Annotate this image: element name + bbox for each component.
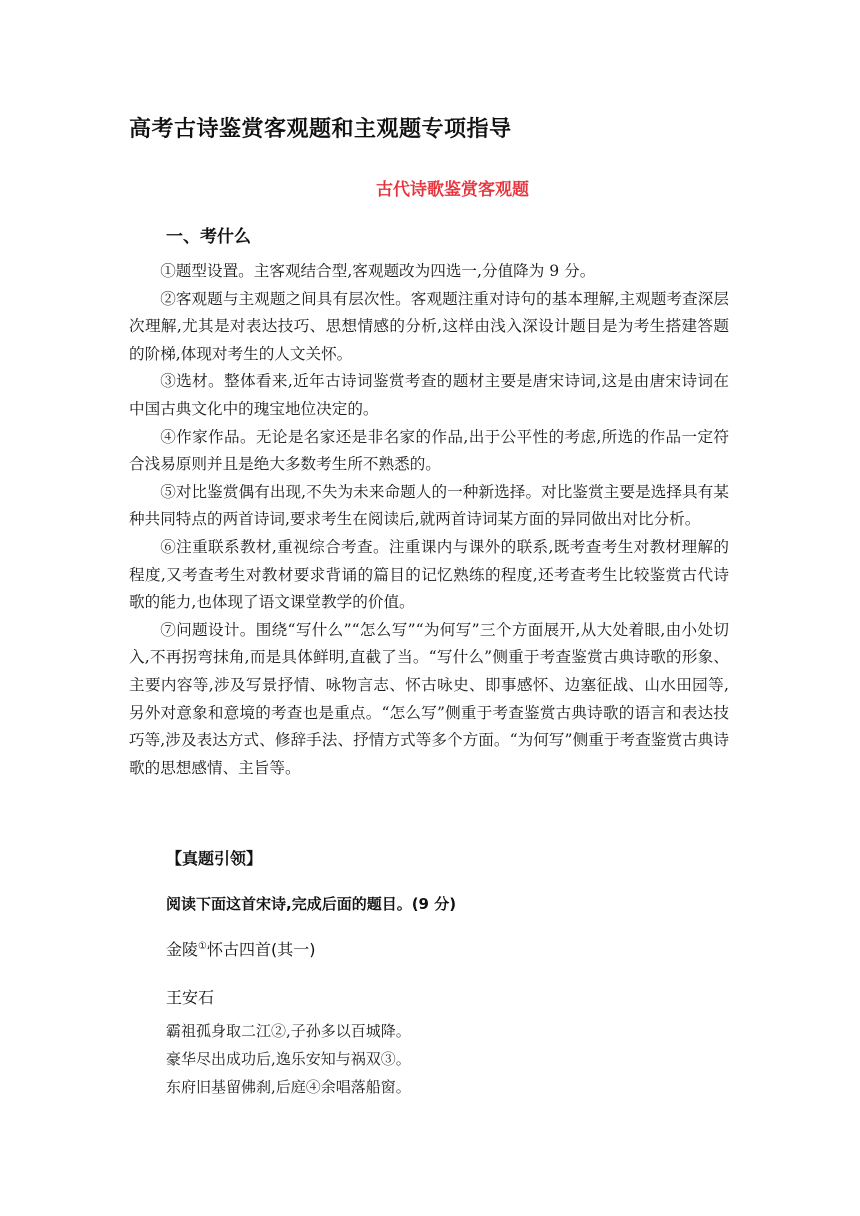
poem-line: 东府旧基留佛刹,后庭④余唱落船窗。 bbox=[166, 1078, 411, 1096]
poem-verses bbox=[166, 1017, 411, 1101]
paragraph: ⑥注重联系教材,重视综合考查。注重课内与课外的联系,既考查考生对教材理解的程度,又考查考生对教材要求背诵的篇目的记忆熟练的程度,还考查考生比较鉴赏古代诗歌的能力,也体现了语文课堂教学的价值。 bbox=[129, 537, 729, 612]
section-heading: 一、考什么 bbox=[166, 227, 251, 247]
poem-title-part: 怀古四首(其一) bbox=[206, 940, 316, 959]
section-tag: 【真题引领】 bbox=[166, 849, 263, 868]
paragraph: ②客观题与主观题之间具有层次性。客观题注重对诗句的基本理解,主观题考查深层次理解,尤其是对表达技巧、思想情感的分析,这样由浅入深设计题目是为考生搭建答题的阶梯,体现对考生的人文关怀。 bbox=[129, 289, 729, 363]
poem-line: 霸祖孤身取二江②,子孙多以百城降。 bbox=[166, 1022, 411, 1040]
paragraph: ④作家作品。无论是名家还是非名家的作品,出于公平性的考虑,所选的作品一定符合浅易原则并且是绝大多数考生所不熟悉的。 bbox=[129, 427, 729, 474]
poem-author: 王安石 bbox=[166, 988, 215, 1007]
paragraph: ⑤对比鉴赏偶有出现,不失为未来命题人的一种新选择。对比鉴赏主要是选择具有某种共同特点的两首诗词,要求考生在阅读后,就两首诗词某方面的异同做出对比分析。 bbox=[129, 482, 729, 529]
poem-line: 豪华尽出成功后,逸乐安知与祸双③。 bbox=[166, 1050, 411, 1068]
poem-title-part: 金陵 bbox=[166, 940, 199, 959]
question-instruction: 阅读下面这首宋诗,完成后面的题目。(9 分) bbox=[166, 895, 457, 913]
page-title: 高考古诗鉴赏客观题和主观题专项指导 bbox=[129, 117, 512, 142]
poem-title bbox=[166, 937, 315, 960]
poem-footnote-marker: ① bbox=[198, 941, 207, 952]
paragraph: ⑦问题设计。围绕“写什么”“怎么写”“为何写”三个方面展开,从大处着眼,由小处切入,不再拐弯抹角,而是具体鲜明,直截了当。“写什么”侧重于考查鉴赏古典诗歌的形象、主要内容等,涉及写景抒情、咏物言志、怀古咏史、即事感怀、边塞征战、山水田园等,另外对意象和意境的考查也是重点。“怎么写”侧重于考查鉴赏古典诗歌的语言和表达技巧等,涉及表达方式、修辞手法、抒情方式等多个方面。“为何写”侧重于考查鉴赏古典诗歌的思想感情、主旨等。 bbox=[129, 620, 729, 777]
body-text bbox=[129, 258, 729, 782]
paragraph: ③选材。整体看来,近年古诗词鉴赏考查的题材主要是唐宋诗词,这是由唐宋诗词在中国古典文化中的瑰宝地位决定的。 bbox=[129, 372, 729, 418]
section-subtitle: 古代诗歌鉴赏客观题 bbox=[376, 180, 529, 200]
paragraph: ①题型设置。主客观结合型,客观题改为四选一,分值降为 9 分。 bbox=[160, 262, 596, 280]
